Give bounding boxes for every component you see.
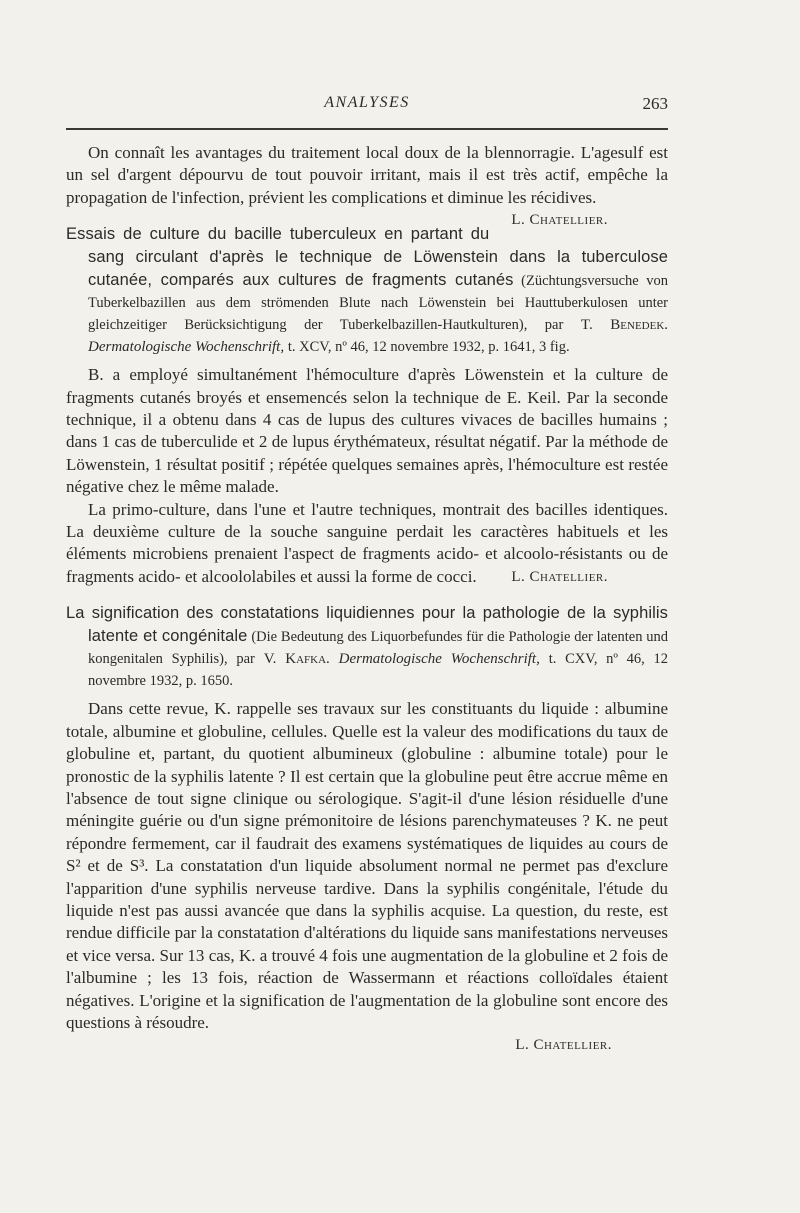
article1-title <box>66 223 668 358</box>
article2-title-de: (Die Bedeutung des Liquorbefundes für die Pathologie der latenten und kongenitalen Syphilis), par <box>88 629 669 668</box>
page-content <box>66 142 668 1057</box>
article2-signature: L. Chatellier. <box>515 1037 612 1054</box>
article2-journal: Dermatologische Wochenschrift, <box>338 651 540 668</box>
article1-author: T. Benedek. <box>580 317 669 334</box>
page-header <box>66 94 668 122</box>
article1-journal: Dermatologische Wochenschrift, <box>88 339 285 356</box>
article2-title-fr: La signification des constatations liquidiennes pour la pathologie de la syphilis latente et congénitale <box>66 604 668 646</box>
running-title: ANALYSES <box>324 94 410 111</box>
article0-paragraph: On connaît les avantages du traitement local doux de la blennorragie. L'agesulf est un sel d'argent dépourvu de tout pouvoir irritant, mais il est très actif, empêche la propagation de l'infection, prévient les complications et diminue les récidives. L. Chatellier. <box>66 142 668 209</box>
header-rule <box>66 128 668 130</box>
article0-signature: L. Chatellier. <box>511 212 608 229</box>
article2-author: V. Kafka. <box>263 651 330 668</box>
article1-signature: L. Chatellier. <box>511 568 608 585</box>
article2-title <box>66 602 668 692</box>
article1-paragraph-2: La primo-culture, dans l'une et l'autre techniques, montrait des bacilles identiques. La deuxième culture de la souche sanguine perdait les caractères habituels et les éléments microbiens prenaient l'aspect de fragments acido- et alcoolo-résistants ou de fragments acido- et alcoololabiles et aussi la forme de cocci. L. Chatellier. <box>66 499 668 589</box>
article2-ref: t. CXV, nº 46, 12 novembre 1932, p. 1650. <box>88 651 669 690</box>
article1-title-de: (Züchtungsversuche von Tuberkelbazillen aus dem strömenden Blute nach Löwenstein bei Hauttuberkulosen unter gleichzeitiger Berücksichtigung der Tuberkelbazillen-Hautkulturen), par <box>88 273 668 334</box>
article1-paragraph-1: B. a employé simultanément l'hémoculture d'après Löwenstein et la culture de fragments cutanés broyés et ensemencés selon la technique de E. Keil. Par la seconde technique, il a obtenu dans 4 cas de lupus des cultures vivaces de bacilles humains ; dans 1 cas de tuberculide et 2 de lupus érythémateux, résultat négatif. Par la méthode de Löwenstein, 1 résultat positif ; répétée quelques semaines après, l'hémoculture est restée négative chez le même malade. <box>66 365 668 497</box>
article1-ref: t. XCV, nº 46, 12 novembre 1932, p. 1641, 3 fig. <box>287 339 570 356</box>
article2-paragraph: Dans cette revue, K. rappelle ses travaux sur les constituants du liquide : albumine totale, albumine et globuline, cellules. Quelle est la valeur des modifications du taux de globuline et, partant, du quotient albumineux (globuline : albumine totale) pour le pronostic de la syphilis latente ? Il est certain que la globuline peut être accrue même en l'absence de tout signe clinique ou sérologique. S'agit-il d'une lésion résiduelle d'une méningite guérie ou d'un signe prémonitoire de lésions parenchymateuses ? K. ne peut répondre fermement, car il faudrait des examens systématiques de liquides au cours de S² et de S³. La constatation d'un liquide absolument normal ne permet pas d'exclure l'apparition d'une syphilis nerveuse tardive. Dans la syphilis congénitale, l'étude du liquide n'est pas aussi avancée que dans la syphilis acquise. La question, du reste, est rendue difficile par la constatation d'altérations du liquide sans manifestations nerveuses et vice versa. Sur 13 cas, K. a trouvé 4 fois une augmentation de la globuline et 2 fois de l'albumine ; les 13 fois, réaction de Wassermann et réactions colloïdales étaient négatives. L'origine et la signification de l'augmentation de la globuline sont encore des questions à résoudre. <box>66 699 668 1032</box>
article1-title-fr: Essais de culture du bacille tuberculeux en partant du sang circulant d'après le technique de Löwenstein dans la tuberculose cutanée, comparés aux cultures de fragments cutanés <box>66 225 668 290</box>
page-number: 263 <box>642 94 668 113</box>
